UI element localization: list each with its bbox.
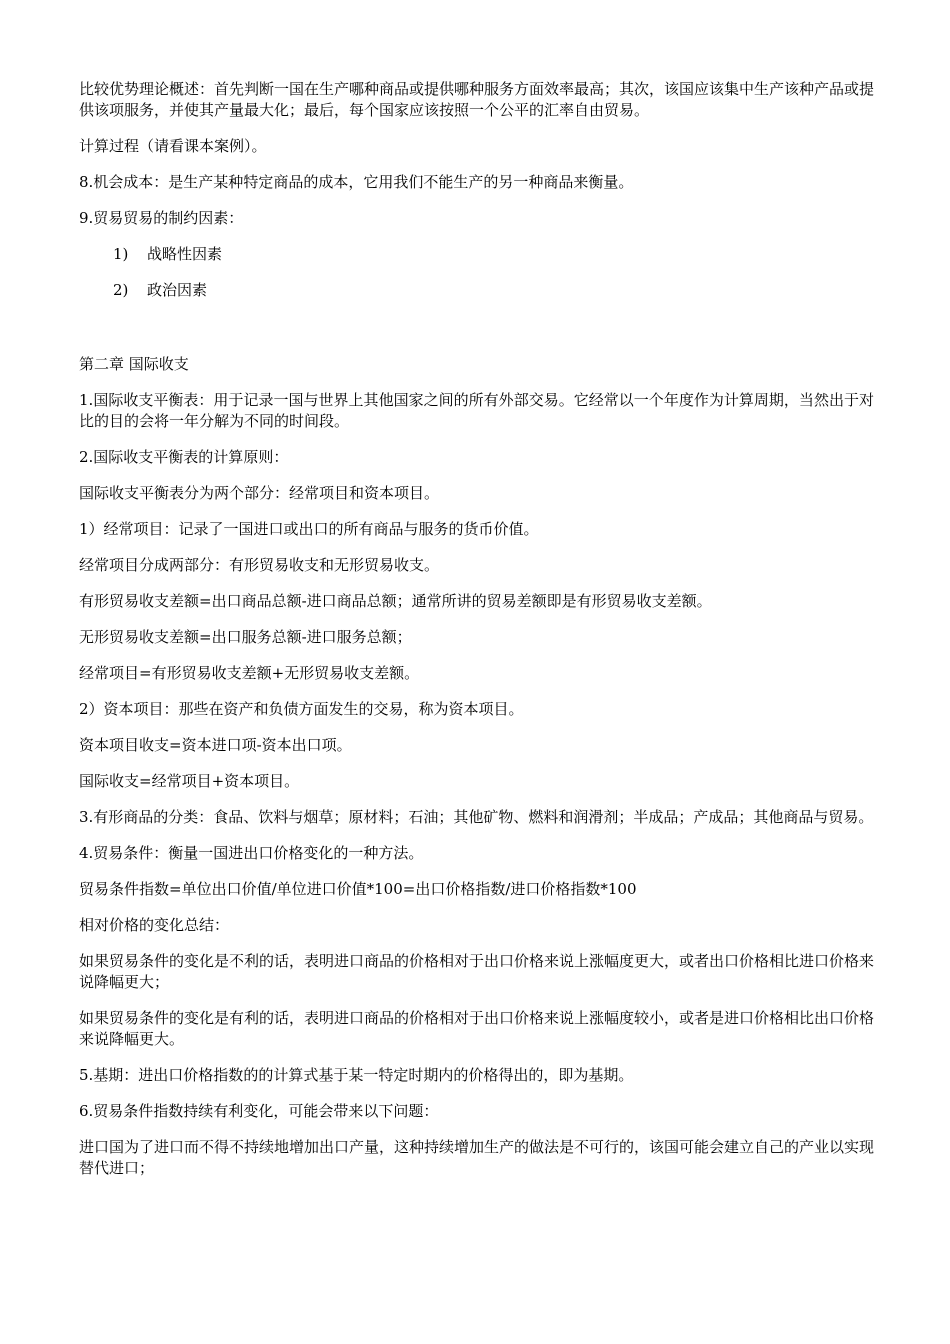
list-item-number: 2) [113, 281, 129, 299]
paragraph: 5.基期：进出口价格指数的的计算式基于某一特定时期内的价格得出的，即为基期。 [79, 1066, 634, 1084]
paragraph: 如果贸易条件的变化是有利的话，表明进口商品的价格相对于出口价格来说上涨幅度较小，或者是进口价格相比出口价格来说降幅更大。 [79, 1009, 875, 1048]
paragraph-comparative-advantage: 比较优势理论概述：首先判断一国在生产哪种商品或提供哪种服务方面效率最高；其次，该国应该集中生产该种产品或提供该项服务，并使其产量最大化；最后，每个国家应该按照一个公平的汇率自由贸易。 [79, 80, 875, 119]
paragraph-opportunity-cost: 8.机会成本：是生产某种特定商品的成本，它用我们不能生产的另一种商品来衡量。 [79, 173, 634, 191]
chapter-title: 第二章 国际收支 [79, 355, 189, 373]
paragraph: 有形贸易收支差额=出口商品总额-进口商品总额；通常所讲的贸易差额即是有形贸易收支差额。 [79, 592, 712, 610]
list-item [113, 244, 874, 265]
list-item-text: 政治因素 [147, 281, 208, 299]
paragraph: 国际收支=经常项目+资本项目。 [79, 772, 300, 790]
list-item-text: 战略性因素 [147, 245, 223, 263]
paragraph: 经常项目=有形贸易收支差额+无形贸易收支差额。 [79, 664, 420, 682]
paragraph: 2.国际收支平衡表的计算原则： [79, 448, 289, 466]
paragraph: 进口国为了进口而不得不持续地增加出口产量，这种持续增加生产的做法是不可行的，该国可能会建立自己的产业以实现替代进口； [79, 1138, 875, 1177]
document-page [79, 79, 874, 1194]
paragraph-calculation-process: 计算过程（请看课本案例）。 [79, 137, 267, 155]
paragraph: 4.贸易条件：衡量一国进出口价格变化的一种方法。 [79, 844, 424, 862]
section-spacer [79, 316, 874, 354]
paragraph: 国际收支平衡表分为两个部分：经常项目和资本项目。 [79, 484, 440, 502]
paragraph: 经常项目分成两部分：有形贸易收支和无形贸易收支。 [79, 556, 440, 574]
paragraph: 资本项目收支=资本进口项-资本出口项。 [79, 736, 352, 754]
paragraph: 1.国际收支平衡表：用于记录一国与世界上其他国家之间的所有外部交易。它经常以一个年度作为计算周期，当然出于对比的目的会将一年分解为不同的时间段。 [79, 391, 874, 430]
paragraph: 1）经常项目：记录了一国进口或出口的所有商品与服务的货币价值。 [79, 520, 539, 538]
paragraph-trade-constraints: 9.贸易贸易的制约因素： [79, 209, 244, 227]
paragraph: 3.有形商品的分类：食品、饮料与烟草；原材料；石油；其他矿物、燃料和润滑剂；半成品；产成品；其他商品与贸易。 [79, 808, 874, 826]
paragraph: 2）资本项目：那些在资产和负债方面发生的交易，称为资本项目。 [79, 700, 524, 718]
paragraph: 贸易条件指数=单位出口价值/单位进口价值*100=出口价格指数/进口价格指数*100 [79, 880, 637, 898]
list-item [113, 280, 874, 301]
paragraph: 6.贸易条件指数持续有利变化，可能会带来以下问题： [79, 1102, 439, 1120]
paragraph: 相对价格的变化总结： [79, 916, 230, 934]
paragraph: 如果贸易条件的变化是不利的话，表明进口商品的价格相对于出口价格来说上涨幅度更大，或者出口价格相比进口价格来说降幅更大； [79, 952, 875, 991]
paragraph: 无形贸易收支差额=出口服务总额-进口服务总额； [79, 628, 412, 646]
list-item-number: 1) [113, 245, 129, 263]
